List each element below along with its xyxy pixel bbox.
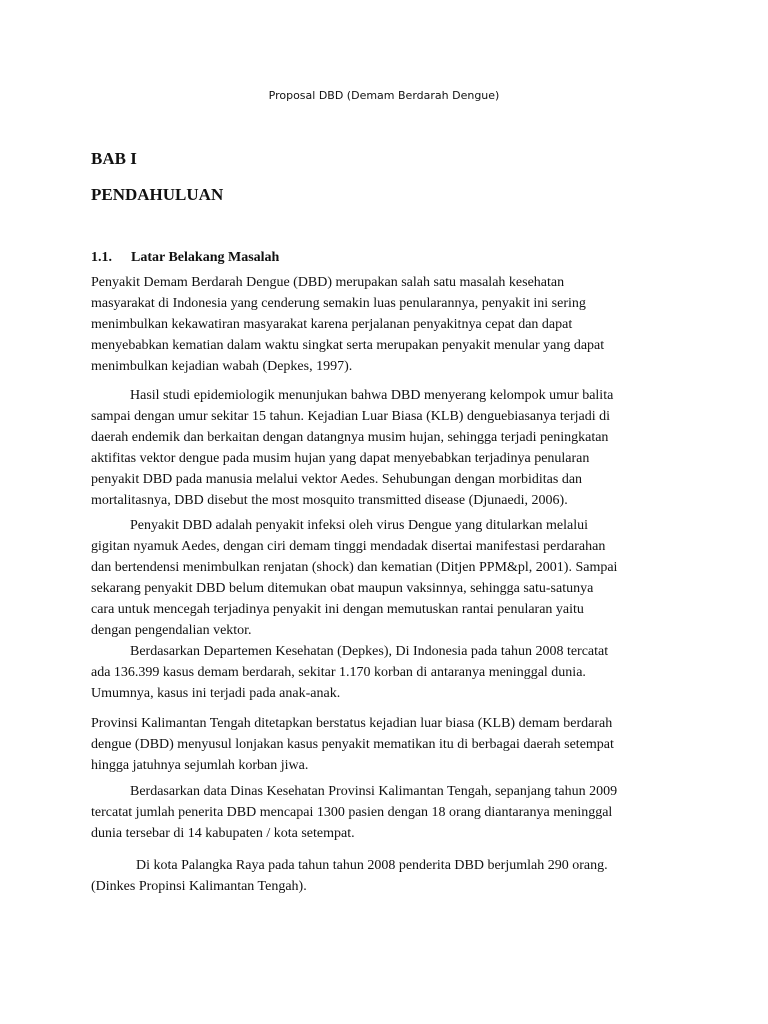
paragraph-line: hingga jatuhnya sejumlah korban jiwa. xyxy=(91,758,309,773)
paragraph-line: Provinsi Kalimantan Tengah ditetapkan berstatus kejadian luar biasa (KLB) demam berdarah xyxy=(91,716,613,731)
paragraph-line: ada 136.399 kasus demam berdarah, sekitar 1.170 korban di antaranya meninggal dunia. xyxy=(91,665,586,680)
paragraph-line: cara untuk mencegah terjadinya penyakit ini dengan memutuskan rantai penularan yaitu xyxy=(91,602,584,617)
paragraph-line: mortalitasnya, DBD disebut the most mosquito transmitted disease (Djunaedi, 2006). xyxy=(91,493,568,508)
paragraph-6 xyxy=(91,781,691,844)
paragraph-3 xyxy=(91,515,691,641)
section-title: Latar Belakang Masalah xyxy=(131,250,280,265)
paragraph-line: dengan pengendalian vektor. xyxy=(91,623,252,638)
paragraph-line: tercatat jumlah penerita DBD mencapai 1300 pasien dengan 18 orang diantaranya meninggal xyxy=(91,805,613,820)
section-number: 1.1. xyxy=(91,250,112,265)
paragraph-line: Umumnya, kasus ini terjadi pada anak-anak. xyxy=(91,686,341,701)
paragraph-line: Berdasarkan Departemen Kesehatan (Depkes), Di Indonesia pada tahun 2008 tercatat xyxy=(130,644,609,659)
paragraph-1 xyxy=(91,272,691,377)
paragraph-2 xyxy=(91,385,691,511)
paragraph-line: menyebabkan kematian dalam waktu singkat serta merupakan penyakit menular yang dapat xyxy=(91,338,605,353)
paragraph-line: penyakit DBD pada manusia melalui vektor Aedes. Sehubungan dengan morbiditas dan xyxy=(91,472,583,487)
paragraph-line: Hasil studi epidemiologik menunjukan bahwa DBD menyerang kelompok umur balita xyxy=(130,388,614,403)
chapter-number: BAB I xyxy=(91,149,137,168)
paragraph-line: sekarang penyakit DBD belum ditemukan obat maupun vaksinnya, sehingga satu-satunya xyxy=(91,581,594,596)
paragraph-line: gigitan nyamuk Aedes, dengan ciri demam tinggi mendadak disertai manifestasi perdarahan xyxy=(91,539,606,554)
paragraph-line: Berdasarkan data Dinas Kesehatan Provinsi Kalimantan Tengah, sepanjang tahun 2009 xyxy=(130,784,618,799)
paragraph-line: menimbulkan kejadian wabah (Depkes, 1997). xyxy=(91,359,353,374)
chapter-title: PENDAHULUAN xyxy=(91,185,224,204)
paragraph-line: dan bertendensi menimbulkan renjatan (shock) dan kematian (Ditjen PPM&pl, 2001). Sampai xyxy=(91,560,618,575)
paragraph-line: (Dinkes Propinsi Kalimantan Tengah). xyxy=(91,879,307,894)
paragraph-line: sampai dengan umur sekitar 15 tahun. Kejadian Luar Biasa (KLB) denguebiasanya terjadi di xyxy=(91,409,610,424)
paragraph-line: Penyakit DBD adalah penyakit infeksi oleh virus Dengue yang ditularkan melalui xyxy=(130,518,588,533)
paragraph-line: Penyakit Demam Berdarah Dengue (DBD) merupakan salah satu masalah kesehatan xyxy=(91,275,565,290)
paragraph-4 xyxy=(91,641,691,704)
paragraph-line: menimbulkan kekawatiran masyarakat karena perjalanan penyakitnya cepat dan dapat xyxy=(91,317,573,332)
paragraph-line: masyarakat di Indonesia yang cenderung semakin luas penularannya, penyakit ini sering xyxy=(91,296,586,311)
paragraph-line: aktifitas vektor dengue pada musim hujan yang dapat menyebabkan terjadinya penularan xyxy=(91,451,590,466)
section-heading xyxy=(91,250,279,266)
paragraph-5 xyxy=(91,713,691,776)
paragraph-line: daerah endemik dan berkaitan dengan datangnya musim hujan, sehingga terjadi peningkatan xyxy=(91,430,609,445)
document-title: Proposal DBD (Demam Berdarah Dengue) xyxy=(268,89,500,102)
paragraph-line: dengue (DBD) menyusul lonjakan kasus penyakit mematikan itu di berbagai daerah setempat xyxy=(91,737,614,752)
paragraph-7 xyxy=(91,855,691,897)
paragraph-line: dunia tersebar di 14 kabupaten / kota setempat. xyxy=(91,826,355,841)
paragraph-line: Di kota Palangka Raya pada tahun tahun 2008 penderita DBD berjumlah 290 orang. xyxy=(136,858,608,873)
